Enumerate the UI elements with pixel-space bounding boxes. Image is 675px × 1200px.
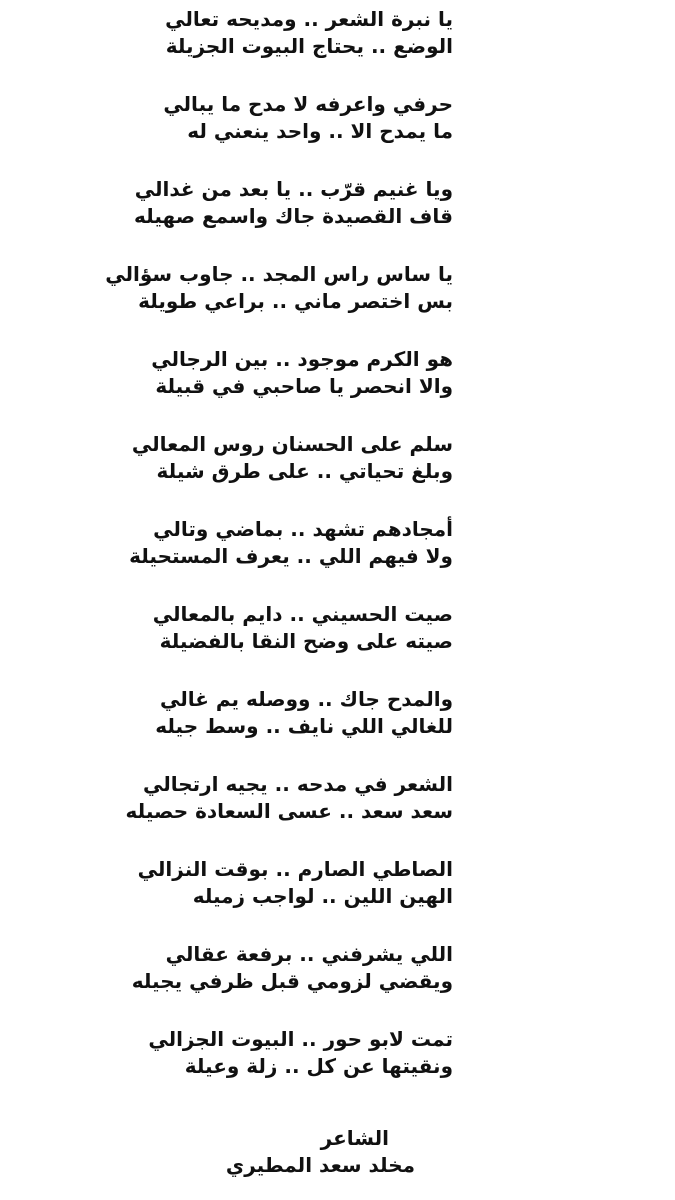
verse-line: الهين اللين .. لواجب زميله: [192, 884, 453, 908]
stanza-12: [33, 941, 453, 995]
verse-line: أمجادهم تشهد .. بماضي وتالي: [153, 517, 453, 541]
stanza-13: [33, 1026, 453, 1080]
verse-line: حرفي واعرفه لا مدح ما يبالي: [163, 92, 453, 116]
verse-line: ولا فيهم اللي .. يعرف المستحيلة: [129, 544, 453, 568]
verse-line: قاف القصيدة جاك واسمع صهيله: [134, 204, 453, 228]
stanza-4: [33, 261, 453, 315]
verse-line: ويقضي لزومي قبل ظرفي يجيله: [131, 969, 453, 993]
stanza-10: [33, 771, 453, 825]
stanza-3: [33, 176, 453, 230]
verse-line: للغالي اللي نايف .. وسط جيله: [155, 714, 453, 738]
verse-line: الشعر في مدحه .. يجيه ارتجالي: [142, 772, 453, 796]
verse-line: الصاطي الصارم .. بوقت النزالي: [137, 857, 453, 881]
stanza-1: [33, 6, 453, 60]
poet-signature: [115, 1125, 415, 1179]
verse-line: هو الكرم موجود .. بين الرجالي: [151, 347, 453, 371]
stanza-5: [33, 346, 453, 400]
verse-line: وبلغ تحياتي .. على طرق شيلة: [156, 459, 453, 483]
verse-line: ويا غنيم قرّب .. يا بعد من غدالي: [134, 177, 453, 201]
verse-line: ونقيتها عن كل .. زلة وعيلة: [184, 1054, 453, 1078]
stanza-8: [33, 601, 453, 655]
verse-line: صيت الحسيني .. دايم بالمعالي: [152, 602, 453, 626]
verse-line: ما يمدح الا .. واحد ينعني له: [187, 119, 453, 143]
verse-line: سلم على الحسنان روس المعالي: [131, 432, 453, 456]
verse-line: سعد سعد .. عسى السعادة حصيله: [125, 799, 453, 823]
stanza-7: [33, 516, 453, 570]
poet-name: مخلد سعد المطيري: [225, 1153, 415, 1177]
stanza-6: [33, 431, 453, 485]
verse-line: بس اختصر ماني .. براعي طويلة: [138, 289, 453, 313]
stanza-11: [33, 856, 453, 910]
verse-line: تمت لابو حور .. البيوت الجزالي: [148, 1027, 453, 1051]
verse-line: اللي يشرفني .. برفعة عقالي: [165, 942, 453, 966]
poet-label: الشاعر: [320, 1126, 389, 1150]
stanza-9: [33, 686, 453, 740]
verse-line: الوضع .. يحتاج البيوت الجزيلة: [165, 34, 453, 58]
verse-line: يا ساس راس المجد .. جاوب سؤالي: [105, 262, 453, 286]
verse-line: والا انحصر يا صاحبي في قبيلة: [155, 374, 453, 398]
verse-line: صيته على وضح النقا بالفضيلة: [159, 629, 453, 653]
verse-line: يا نبرة الشعر .. ومديحه تعالي: [165, 7, 453, 31]
verse-line: والمدح جاك .. ووصله يم غالي: [159, 687, 453, 711]
poem-body: [33, 6, 453, 1111]
stanza-2: [33, 91, 453, 145]
